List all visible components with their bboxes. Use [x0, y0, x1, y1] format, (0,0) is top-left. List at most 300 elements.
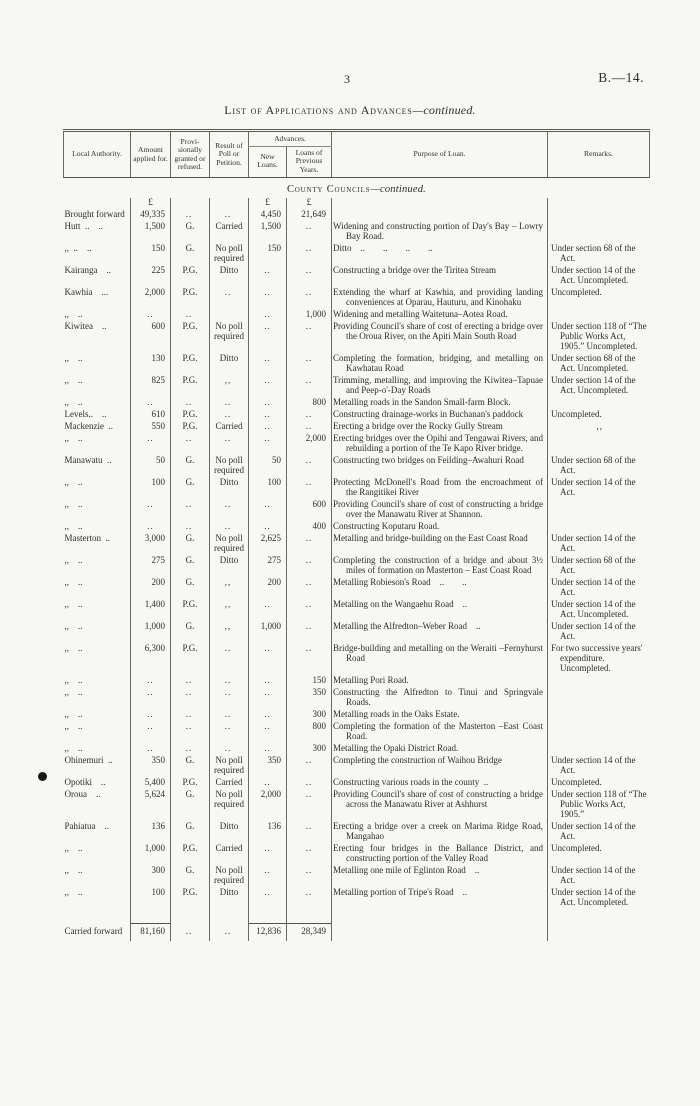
table-row	[64, 577, 650, 599]
cell-purpose: Constructing a bridge over the Tiritea Stream	[332, 265, 548, 287]
cell-purpose: Extending the wharf at Kawhia, and providing landing conveniences at Oparau, Hauturu, and Kinohaku	[332, 287, 548, 309]
cell-amount: 1,500	[131, 221, 171, 243]
cell-granted: P.G.	[171, 421, 210, 433]
cell-authority: ,, ..	[64, 555, 83, 566]
cell-prev_loans: ..	[287, 755, 332, 777]
table-row	[64, 521, 650, 533]
cell-granted: P.G.	[171, 265, 210, 287]
cell-purpose: Metalling the Alfredton–Weber Road ..	[332, 621, 548, 643]
cell-remarks: Under section 118 of “The Public Works Act, 1905.”	[548, 789, 650, 821]
cell-granted: ..	[171, 209, 210, 221]
cell-granted: ..	[171, 309, 210, 321]
cell-poll: Ditto	[210, 265, 249, 287]
cell-new_loans: ..	[249, 675, 287, 687]
cell-amount: 130	[131, 353, 171, 375]
table-row	[64, 821, 650, 843]
table-row	[64, 409, 650, 421]
cell-amount: 150	[131, 243, 171, 265]
table-row	[64, 887, 650, 909]
cell-authority: Levels.. ..	[64, 409, 107, 420]
applications-table	[63, 129, 650, 941]
col-header-loans-previous-years: Loans of Previous Years.	[287, 146, 332, 178]
currency-symbol-row	[64, 198, 650, 209]
cell-authority: Kawhia ...	[64, 287, 109, 298]
cell-authority: ,, ..	[64, 375, 83, 386]
cell-poll: ..	[210, 743, 249, 755]
cell-poll: ,,	[210, 599, 249, 621]
cell-remarks: Under section 14 of the Act. Uncompleted.	[548, 887, 650, 909]
table-row	[64, 687, 650, 709]
cell-remarks: Under section 118 of “The Public Works Act, 1905.” Uncompleted.	[548, 321, 650, 353]
cell-poll: ..	[210, 709, 249, 721]
cell-authority: ,, ..	[64, 499, 83, 510]
cell-purpose: Completing the construction of Waihou Bridge	[332, 755, 548, 777]
table-row	[64, 421, 650, 433]
section-heading-row	[64, 178, 650, 199]
cell-purpose: Constructing Koputaru Road.	[332, 521, 548, 533]
cell-remarks	[548, 433, 650, 455]
cell-prev_loans: 600	[287, 499, 332, 521]
cell-new_loans: 1,000	[249, 621, 287, 643]
cell-prev_loans: ..	[287, 321, 332, 353]
currency-symbol: £	[249, 198, 287, 209]
cell-authority: ,, ..	[64, 687, 83, 698]
cell-granted: P.G.	[171, 887, 210, 909]
cell-prev_loans: ..	[287, 789, 332, 821]
table-row	[64, 375, 650, 397]
cell-purpose: Constructing two bridges on Feilding–Awahuri Road	[332, 455, 548, 477]
cell-new_loans: ..	[249, 599, 287, 621]
cell-amount: 200	[131, 577, 171, 599]
cell-new_loans: ..	[249, 321, 287, 353]
table-row	[64, 221, 650, 243]
cell-authority: Masterton ..	[64, 533, 110, 544]
table-row	[64, 555, 650, 577]
cell-new_loans: ..	[249, 521, 287, 533]
cell-granted: G.	[171, 455, 210, 477]
cell-amount: 100	[131, 887, 171, 909]
cell-authority: ,, ..	[64, 887, 83, 898]
table-row	[64, 599, 650, 621]
cell-poll: Ditto	[210, 477, 249, 499]
cell-granted: ..	[171, 433, 210, 455]
table-row	[64, 455, 650, 477]
cell-prev_loans: ..	[287, 265, 332, 287]
cell-poll: Ditto	[210, 887, 249, 909]
cell-authority: Carried forward	[64, 925, 123, 936]
cell-authority: ,, ..	[64, 843, 83, 854]
cell-remarks: Uncompleted.	[548, 287, 650, 309]
cell-remarks	[548, 687, 650, 709]
cell-authority: ,, ..	[64, 309, 83, 320]
cell-purpose: Widening and constructing portion of Day's Bay – Lowry Bay Road.	[332, 221, 548, 243]
cell-poll: Carried	[210, 843, 249, 865]
cell-granted: G.	[171, 477, 210, 499]
cell-granted: G.	[171, 821, 210, 843]
cell-remarks: Under section 14 of the Act.	[548, 755, 650, 777]
cell-prev_loans: 800	[287, 721, 332, 743]
cell-granted: P.G.	[171, 777, 210, 789]
cell-granted: ..	[171, 687, 210, 709]
cell-new_loans: ..	[249, 721, 287, 743]
cell-poll: No poll required	[210, 243, 249, 265]
cell-prev_loans: ..	[287, 409, 332, 421]
cell-remarks: Uncompleted.	[548, 409, 650, 421]
section-heading-main: County Councils	[286, 184, 371, 196]
cell-authority: Mackenzie ..	[64, 421, 113, 432]
margin-dot	[38, 772, 47, 781]
cell-poll: Carried	[210, 421, 249, 433]
cell-granted: ..	[171, 721, 210, 743]
table-row	[64, 789, 650, 821]
cell-remarks: Uncompleted.	[548, 777, 650, 789]
cell-prev_loans: ..	[287, 555, 332, 577]
cell-granted: G.	[171, 755, 210, 777]
cell-granted: P.G.	[171, 287, 210, 309]
page-number: 3	[344, 72, 350, 86]
cell-authority: ,, ..	[64, 865, 83, 876]
cell-amount: 50	[131, 455, 171, 477]
cell-purpose: Metalling and bridge-building on the East Coast Road	[332, 533, 548, 555]
table-row	[64, 353, 650, 375]
cell-purpose: Erecting bridges over the Opihi and Tengawai Rivers, and rebuilding a portion of the Te Kapo River bridge.	[332, 433, 548, 455]
cell-prev_loans: ..	[287, 243, 332, 265]
col-header-amount-applied: Amount applied for.	[131, 131, 171, 178]
cell-amount: ..	[131, 499, 171, 521]
cell-amount: 1,000	[131, 621, 171, 643]
cell-amount: ..	[131, 743, 171, 755]
cell-purpose: Bridge-building and metalling on the Weraiti –Fernyhurst Road	[332, 643, 548, 675]
cell-remarks	[548, 709, 650, 721]
cell-granted: G.	[171, 221, 210, 243]
cell-purpose: Metalling portion of Tripe's Road ..	[332, 887, 548, 909]
cell-new_loans: ..	[249, 643, 287, 675]
cell-purpose: Completing the formation, bridging, and metalling on Kawhatau Road	[332, 353, 548, 375]
cell-remarks: For two successive years' expenditure. Uncompleted.	[548, 643, 650, 675]
cell-remarks: Under section 14 of the Act.	[548, 477, 650, 499]
cell-purpose: Metalling roads in the Sandon Small-farm Block.	[332, 397, 548, 409]
cell-remarks	[548, 397, 650, 409]
cell-poll: ..	[210, 499, 249, 521]
cell-prev_loans: 150	[287, 675, 332, 687]
cell-granted: P.G.	[171, 643, 210, 675]
cell-amount: 1,000	[131, 843, 171, 865]
cell-authority: ,, ..	[64, 353, 83, 364]
cell-prev_loans: ..	[287, 777, 332, 789]
cell-prev_loans: ..	[287, 865, 332, 887]
cell-new_loans: 275	[249, 555, 287, 577]
cell-granted: G.	[171, 533, 210, 555]
cell-authority: ,, ..	[64, 521, 83, 532]
page-title-suffix: —continued.	[412, 103, 476, 117]
section-heading-suffix: —continued.	[370, 184, 427, 196]
cell-amount: ..	[131, 687, 171, 709]
cell-remarks	[548, 743, 650, 755]
col-header-local-authority: Local Authority.	[64, 131, 131, 178]
cell-new_loans: 50	[249, 455, 287, 477]
cell-remarks	[548, 209, 650, 221]
cell-amount: ..	[131, 709, 171, 721]
cell-amount: ..	[131, 433, 171, 455]
table-row	[64, 209, 650, 221]
cell-amount: 3,000	[131, 533, 171, 555]
table-row	[64, 721, 650, 743]
cell-purpose: Metalling on the Wangaehu Road ..	[332, 599, 548, 621]
cell-purpose: Erecting a bridge over a creek on Marima Ridge Road, Mangahao	[332, 821, 548, 843]
table-row	[64, 643, 650, 675]
table-row	[64, 287, 650, 309]
table-row	[64, 533, 650, 555]
cell-authority: ,, ..	[64, 433, 83, 444]
cell-new_loans: ..	[249, 421, 287, 433]
cell-authority: Pahiatua ..	[64, 821, 109, 832]
cell-authority: Kiwitea ..	[64, 321, 107, 332]
cell-prev_loans: 400	[287, 521, 332, 533]
cell-authority: Kairanga ..	[64, 265, 111, 276]
cell-remarks	[548, 924, 650, 942]
cell-remarks: Under section 14 of the Act.	[548, 577, 650, 599]
cell-authority: Opotiki ..	[64, 777, 106, 788]
cell-poll: Ditto	[210, 555, 249, 577]
cell-authority: ,, ..	[64, 675, 83, 686]
cell-amount: 136	[131, 821, 171, 843]
cell-purpose: Metalling roads in the Oaks Estate.	[332, 709, 548, 721]
page-title-main: List of Applications and Advances	[224, 103, 413, 117]
cell-purpose: Constructing drainage-works in Buchanan's paddock	[332, 409, 548, 421]
cell-poll: ,,	[210, 621, 249, 643]
cell-new_loans: ..	[249, 887, 287, 909]
cell-prev_loans: 350	[287, 687, 332, 709]
cell-new_loans: ..	[249, 433, 287, 455]
cell-purpose: Completing the formation of the Masterton –East Coast Road.	[332, 721, 548, 743]
cell-granted: P.G.	[171, 599, 210, 621]
cell-amount: 100	[131, 477, 171, 499]
cell-remarks: Under section 14 of the Act.	[548, 621, 650, 643]
cell-purpose	[332, 209, 548, 221]
cell-poll: Carried	[210, 777, 249, 789]
currency-symbol: £	[287, 198, 332, 209]
cell-amount: 350	[131, 755, 171, 777]
cell-remarks: Under section 14 of the Act.	[548, 533, 650, 555]
cell-amount: 610	[131, 409, 171, 421]
table-row	[64, 777, 650, 789]
cell-prev_loans: ..	[287, 287, 332, 309]
cell-new_loans: ..	[249, 375, 287, 397]
cell-authority: ,, ..	[64, 599, 83, 610]
cell-new_loans: ..	[249, 287, 287, 309]
cell-granted: P.G.	[171, 409, 210, 421]
cell-remarks: Under section 68 of the Act.	[548, 243, 650, 265]
cell-poll: ..	[210, 643, 249, 675]
cell-remarks	[548, 675, 650, 687]
cell-poll: ..	[210, 287, 249, 309]
cell-remarks	[548, 309, 650, 321]
cell-purpose: Metalling one mile of Eglinton Road ..	[332, 865, 548, 887]
cell-authority: ,, ..	[64, 477, 83, 488]
cell-poll: No poll required	[210, 755, 249, 777]
cell-new_loans: 200	[249, 577, 287, 599]
cell-new_loans: ..	[249, 397, 287, 409]
cell-prev_loans: ..	[287, 821, 332, 843]
cell-prev_loans: ..	[287, 843, 332, 865]
cell-amount: 275	[131, 555, 171, 577]
table-row	[64, 755, 650, 777]
cell-remarks: Under section 14 of the Act. Uncompleted.	[548, 265, 650, 287]
cell-granted: G.	[171, 865, 210, 887]
cell-granted: P.G.	[171, 375, 210, 397]
cell-remarks: Under section 68 of the Act.	[548, 455, 650, 477]
cell-authority: ,, .. ..	[64, 243, 92, 254]
document-reference: B.—14.	[598, 70, 644, 85]
cell-amount: 2,000	[131, 287, 171, 309]
cell-remarks: Under section 14 of the Act.	[548, 821, 650, 843]
spacer-row	[64, 909, 650, 924]
col-header-provisionally-granted: Provi- sionally granted or refused.	[171, 131, 210, 178]
cell-new_loans: ..	[249, 843, 287, 865]
table-body	[64, 178, 650, 942]
cell-prev_loans: ..	[287, 887, 332, 909]
cell-new_loans: 1,500	[249, 221, 287, 243]
cell-poll: ,,	[210, 375, 249, 397]
cell-amount: 225	[131, 265, 171, 287]
cell-new_loans: ..	[249, 709, 287, 721]
cell-granted: G.	[171, 555, 210, 577]
cell-new_loans: ..	[249, 687, 287, 709]
cell-prev_loans: 800	[287, 397, 332, 409]
cell-amount: 600	[131, 321, 171, 353]
cell-new_loans: 2,625	[249, 533, 287, 555]
cell-remarks	[548, 499, 650, 521]
cell-prev_loans: 28,349	[287, 924, 332, 942]
cell-purpose: Metalling Robieson's Road .. ..	[332, 577, 548, 599]
cell-new_loans: ..	[249, 865, 287, 887]
cell-prev_loans: ..	[287, 533, 332, 555]
cell-authority: Brought forward	[64, 209, 125, 220]
applications-table-wrap	[63, 129, 649, 941]
cell-new_loans: ..	[249, 265, 287, 287]
table-row	[64, 675, 650, 687]
cell-poll: ..	[210, 409, 249, 421]
cell-poll: No poll required	[210, 789, 249, 821]
cell-amount: 5,624	[131, 789, 171, 821]
cell-poll: ..	[210, 687, 249, 709]
cell-new_loans: ..	[249, 499, 287, 521]
table-row	[64, 243, 650, 265]
cell-authority: Hutt .. ..	[64, 221, 104, 232]
col-header-advances: Advances.	[249, 131, 332, 147]
cell-granted: G.	[171, 621, 210, 643]
cell-poll: ..	[210, 521, 249, 533]
cell-amount: 49,335	[131, 209, 171, 221]
cell-granted: P.G.	[171, 321, 210, 353]
cell-amount: ..	[131, 397, 171, 409]
cell-remarks: Under section 14 of the Act.	[548, 865, 650, 887]
cell-granted: ..	[171, 924, 210, 942]
cell-new_loans: ..	[249, 409, 287, 421]
cell-poll: ..	[210, 675, 249, 687]
cell-purpose: Widening and metalling Waitetuna–Aotea Road.	[332, 309, 548, 321]
cell-poll: Ditto	[210, 821, 249, 843]
cell-prev_loans: 2,000	[287, 433, 332, 455]
table-row	[64, 865, 650, 887]
cell-purpose: Completing the construction of a bridge and about 3½ miles of formation on Masterton – East Coast Road	[332, 555, 548, 577]
col-header-new-loans: New Loans.	[249, 146, 287, 178]
cell-amount: ..	[131, 721, 171, 743]
col-header-result-of-poll: Result of Poll or Petition.	[210, 131, 249, 178]
col-header-remarks: Remarks.	[548, 131, 650, 178]
cell-prev_loans: ..	[287, 421, 332, 433]
cell-remarks: Under section 14 of the Act. Uncompleted.	[548, 599, 650, 621]
cell-authority: Ohinemuri ..	[64, 755, 113, 766]
cell-prev_loans: ..	[287, 455, 332, 477]
cell-new_loans: 100	[249, 477, 287, 499]
cell-authority: ,, ..	[64, 721, 83, 732]
cell-new_loans: ..	[249, 309, 287, 321]
cell-poll: ,,	[210, 577, 249, 599]
cell-prev_loans: ..	[287, 477, 332, 499]
cell-purpose: Ditto .. .. .. ..	[332, 243, 548, 265]
cell-granted: ..	[171, 743, 210, 755]
cell-poll: ..	[210, 397, 249, 409]
cell-prev_loans: ..	[287, 353, 332, 375]
cell-remarks: Under section 68 of the Act. Uncompleted.	[548, 353, 650, 375]
cell-prev_loans: ..	[287, 599, 332, 621]
cell-purpose: Constructing various roads in the county ..	[332, 777, 548, 789]
cell-authority: ,, ..	[64, 743, 83, 754]
cell-remarks	[548, 721, 650, 743]
cell-purpose: Metalling Pori Road.	[332, 675, 548, 687]
cell-granted: G.	[171, 577, 210, 599]
cell-new_loans: ..	[249, 777, 287, 789]
currency-symbol: £	[131, 198, 171, 209]
cell-new_loans: ..	[249, 743, 287, 755]
cell-prev_loans: ..	[287, 621, 332, 643]
cell-amount: 6,300	[131, 643, 171, 675]
cell-new_loans: 12,836	[249, 924, 287, 942]
cell-new_loans: 4,450	[249, 209, 287, 221]
cell-purpose: Erecting four bridges in the Ballance District, and constructing portion of the Valley Road	[332, 843, 548, 865]
cell-amount: 5,400	[131, 777, 171, 789]
cell-authority: ,, ..	[64, 643, 83, 654]
cell-poll: ..	[210, 721, 249, 743]
cell-poll: No poll required	[210, 865, 249, 887]
cell-purpose: Protecting McDonell's Road from the encroachment of the Rangitikei River	[332, 477, 548, 499]
cell-poll: Carried	[210, 221, 249, 243]
cell-prev_loans: 300	[287, 743, 332, 755]
cell-amount: ..	[131, 675, 171, 687]
cell-purpose: Providing Council's share of cost of constructing a bridge across the Manawatu River at Ashhurst	[332, 789, 548, 821]
cell-prev_loans: 21,649	[287, 209, 332, 221]
cell-authority: ,, ..	[64, 577, 83, 588]
cell-poll: No poll required	[210, 533, 249, 555]
total-row	[64, 924, 650, 942]
cell-new_loans: 150	[249, 243, 287, 265]
table-row	[64, 309, 650, 321]
cell-new_loans: 136	[249, 821, 287, 843]
cell-amount: 825	[131, 375, 171, 397]
cell-poll: No poll required	[210, 455, 249, 477]
cell-prev_loans: 300	[287, 709, 332, 721]
cell-prev_loans: ..	[287, 375, 332, 397]
table-row	[64, 397, 650, 409]
cell-remarks: Uncompleted.	[548, 843, 650, 865]
cell-granted: ..	[171, 397, 210, 409]
cell-prev_loans: ..	[287, 221, 332, 243]
table-row	[64, 499, 650, 521]
cell-granted: G.	[171, 243, 210, 265]
cell-poll	[210, 309, 249, 321]
table-row	[64, 265, 650, 287]
